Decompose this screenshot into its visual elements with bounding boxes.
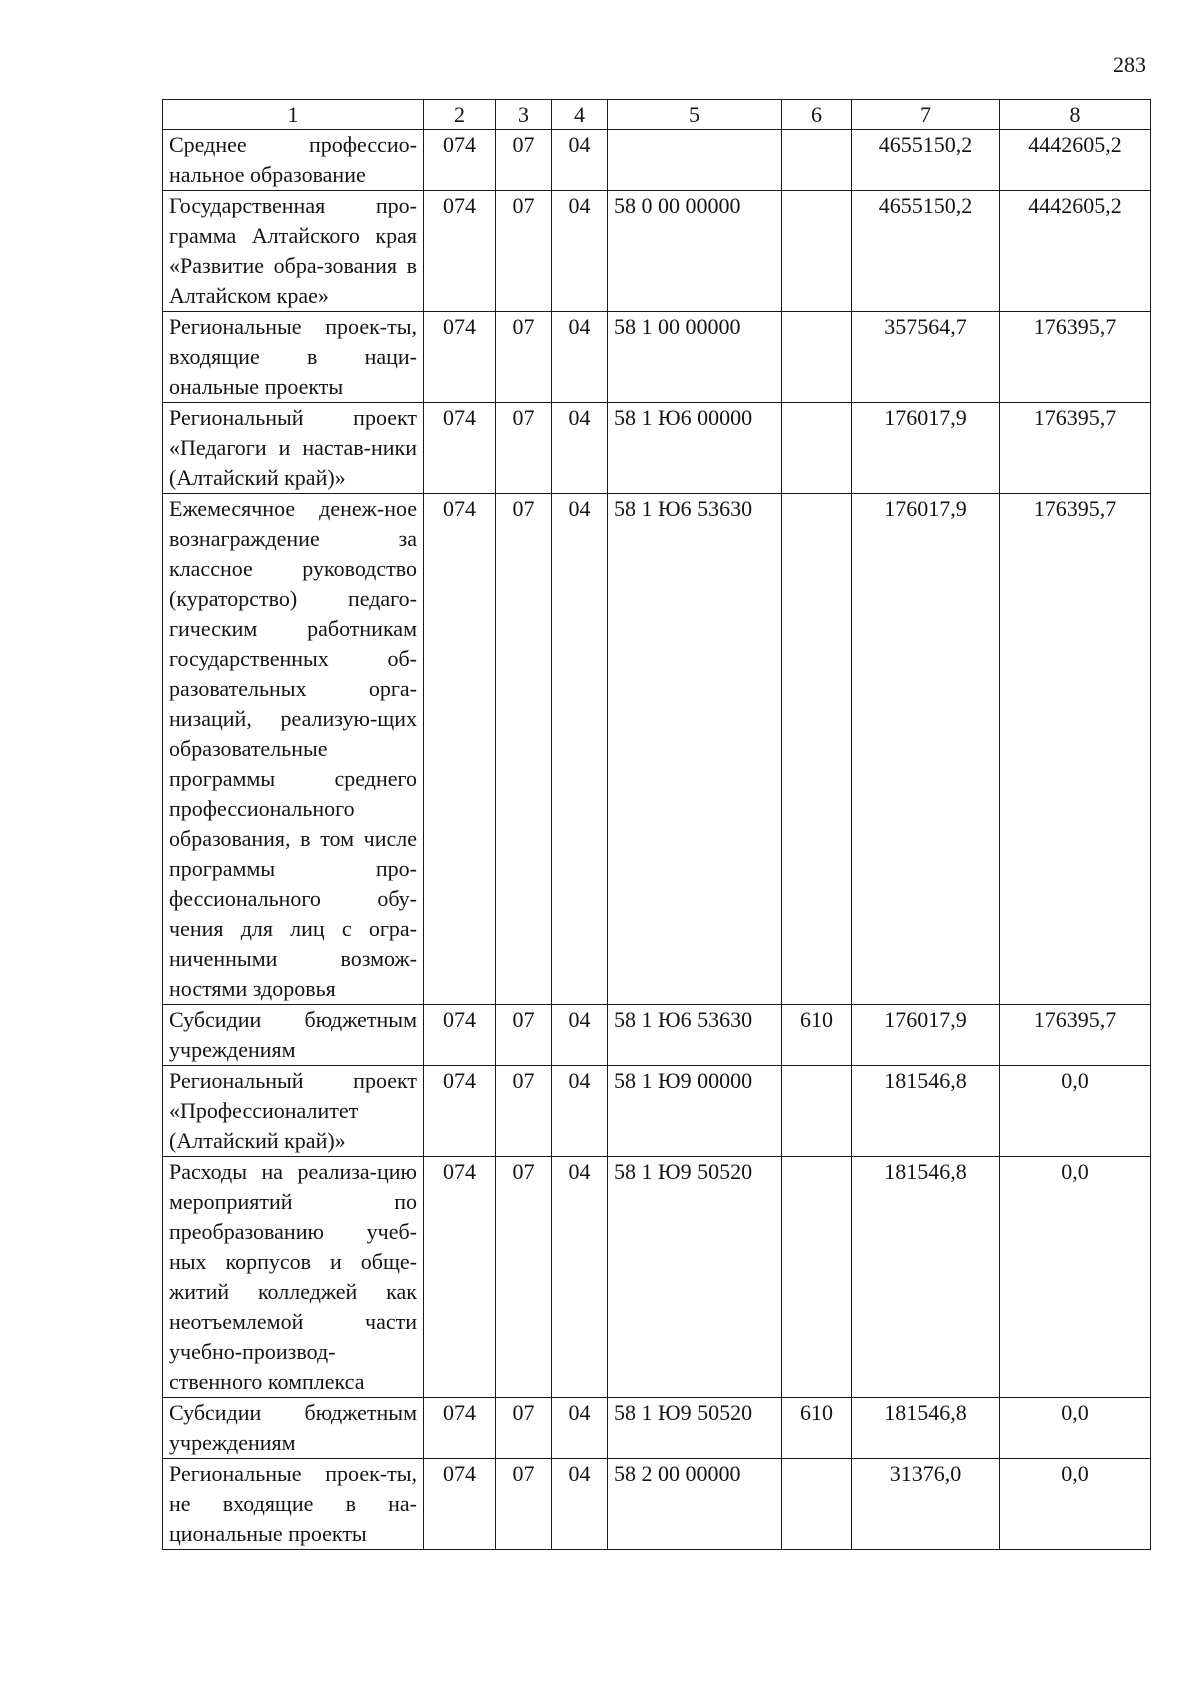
expense-type-code xyxy=(782,312,852,403)
section-code: 07 xyxy=(496,1398,552,1459)
header-cell: 7 xyxy=(852,100,1000,130)
amount-col-7: 181546,8 xyxy=(852,1157,1000,1398)
table-row xyxy=(163,403,1151,494)
table-row xyxy=(163,1066,1151,1157)
expense-type-code xyxy=(782,1157,852,1398)
amount-col-7: 4655150,2 xyxy=(852,130,1000,191)
row-name: Ежемесячное денеж-ное вознаграждение за классное руководство (кураторство) педаго-гическим работникам государственных об-разовательных орга-низаций, реализую-щих образовательные программы среднего профессионального образования, в том числе программы про-фессионального обу-чения для лиц с огра-ниченными возмож-ностями здоровья xyxy=(163,494,424,1005)
section-code: 07 xyxy=(496,191,552,312)
budget-table xyxy=(162,99,1151,1550)
section-code: 07 xyxy=(496,312,552,403)
subsection-code: 04 xyxy=(552,1398,608,1459)
expense-type-code: 610 xyxy=(782,1398,852,1459)
table-row xyxy=(163,1005,1151,1066)
amount-col-7: 31376,0 xyxy=(852,1459,1000,1550)
amount-col-7: 357564,7 xyxy=(852,312,1000,403)
table-row xyxy=(163,1398,1151,1459)
expense-type-code xyxy=(782,130,852,191)
subsection-code: 04 xyxy=(552,130,608,191)
grbs-code: 074 xyxy=(424,494,496,1005)
target-article-code xyxy=(608,130,782,191)
target-article-code: 58 0 00 00000 xyxy=(608,191,782,312)
target-article-code: 58 1 Ю6 53630 xyxy=(608,494,782,1005)
grbs-code: 074 xyxy=(424,1066,496,1157)
expense-type-code xyxy=(782,494,852,1005)
amount-col-7: 4655150,2 xyxy=(852,191,1000,312)
target-article-code: 58 1 Ю9 50520 xyxy=(608,1398,782,1459)
amount-col-8: 4442605,2 xyxy=(1000,191,1151,312)
amount-col-8: 176395,7 xyxy=(1000,494,1151,1005)
table-row xyxy=(163,494,1151,1005)
header-cell: 5 xyxy=(608,100,782,130)
amount-col-7: 176017,9 xyxy=(852,494,1000,1005)
expense-type-code xyxy=(782,1459,852,1550)
section-code: 07 xyxy=(496,1157,552,1398)
amount-col-8: 176395,7 xyxy=(1000,312,1151,403)
amount-col-8: 176395,7 xyxy=(1000,1005,1151,1066)
expense-type-code: 610 xyxy=(782,1005,852,1066)
expense-type-code xyxy=(782,1066,852,1157)
section-code: 07 xyxy=(496,1005,552,1066)
header-cell: 3 xyxy=(496,100,552,130)
subsection-code: 04 xyxy=(552,494,608,1005)
section-code: 07 xyxy=(496,494,552,1005)
subsection-code: 04 xyxy=(552,191,608,312)
amount-col-8: 0,0 xyxy=(1000,1066,1151,1157)
table-row xyxy=(163,312,1151,403)
section-code: 07 xyxy=(496,130,552,191)
subsection-code: 04 xyxy=(552,1005,608,1066)
header-cell: 2 xyxy=(424,100,496,130)
grbs-code: 074 xyxy=(424,1157,496,1398)
grbs-code: 074 xyxy=(424,130,496,191)
amount-col-7: 181546,8 xyxy=(852,1066,1000,1157)
row-name: Среднее профессио-нальное образование xyxy=(163,130,424,191)
grbs-code: 074 xyxy=(424,1005,496,1066)
expense-type-code xyxy=(782,191,852,312)
target-article-code: 58 1 00 00000 xyxy=(608,312,782,403)
target-article-code: 58 2 00 00000 xyxy=(608,1459,782,1550)
header-cell: 1 xyxy=(163,100,424,130)
expense-type-code xyxy=(782,403,852,494)
row-name: Региональный проект «Педагоги и настав-ники (Алтайский край)» xyxy=(163,403,424,494)
section-code: 07 xyxy=(496,1066,552,1157)
target-article-code: 58 1 Ю9 00000 xyxy=(608,1066,782,1157)
amount-col-7: 181546,8 xyxy=(852,1398,1000,1459)
table-row xyxy=(163,1459,1151,1550)
amount-col-7: 176017,9 xyxy=(852,1005,1000,1066)
amount-col-8: 0,0 xyxy=(1000,1157,1151,1398)
target-article-code: 58 1 Ю6 00000 xyxy=(608,403,782,494)
amount-col-7: 176017,9 xyxy=(852,403,1000,494)
grbs-code: 074 xyxy=(424,1398,496,1459)
subsection-code: 04 xyxy=(552,1066,608,1157)
row-name: Региональные проек-ты, входящие в наци-ональные проекты xyxy=(163,312,424,403)
subsection-code: 04 xyxy=(552,312,608,403)
row-name: Региональные проек-ты, не входящие в на-циональные проекты xyxy=(163,1459,424,1550)
row-name: Государственная про-грамма Алтайского края «Развитие обра-зования в Алтайском крае» xyxy=(163,191,424,312)
header-cell: 8 xyxy=(1000,100,1151,130)
header-cell: 4 xyxy=(552,100,608,130)
table-row xyxy=(163,1157,1151,1398)
subsection-code: 04 xyxy=(552,1157,608,1398)
target-article-code: 58 1 Ю9 50520 xyxy=(608,1157,782,1398)
row-name: Субсидии бюджетным учреждениям xyxy=(163,1005,424,1066)
grbs-code: 074 xyxy=(424,312,496,403)
grbs-code: 074 xyxy=(424,403,496,494)
section-code: 07 xyxy=(496,1459,552,1550)
header-row xyxy=(163,100,1151,130)
amount-col-8: 4442605,2 xyxy=(1000,130,1151,191)
section-code: 07 xyxy=(496,403,552,494)
row-name: Региональный проект «Профессионалитет (Алтайский край)» xyxy=(163,1066,424,1157)
amount-col-8: 176395,7 xyxy=(1000,403,1151,494)
table-row xyxy=(163,130,1151,191)
header-cell: 6 xyxy=(782,100,852,130)
grbs-code: 074 xyxy=(424,191,496,312)
amount-col-8: 0,0 xyxy=(1000,1398,1151,1459)
page-number: 283 xyxy=(1113,52,1146,77)
amount-col-8: 0,0 xyxy=(1000,1459,1151,1550)
subsection-code: 04 xyxy=(552,403,608,494)
row-name: Субсидии бюджетным учреждениям xyxy=(163,1398,424,1459)
subsection-code: 04 xyxy=(552,1459,608,1550)
table-row xyxy=(163,191,1151,312)
grbs-code: 074 xyxy=(424,1459,496,1550)
row-name: Расходы на реализа-цию мероприятий по преобразованию учеб-ных корпусов и обще-житий колледжей как неотъемлемой части учебно-производ-ственного комплекса xyxy=(163,1157,424,1398)
target-article-code: 58 1 Ю6 53630 xyxy=(608,1005,782,1066)
